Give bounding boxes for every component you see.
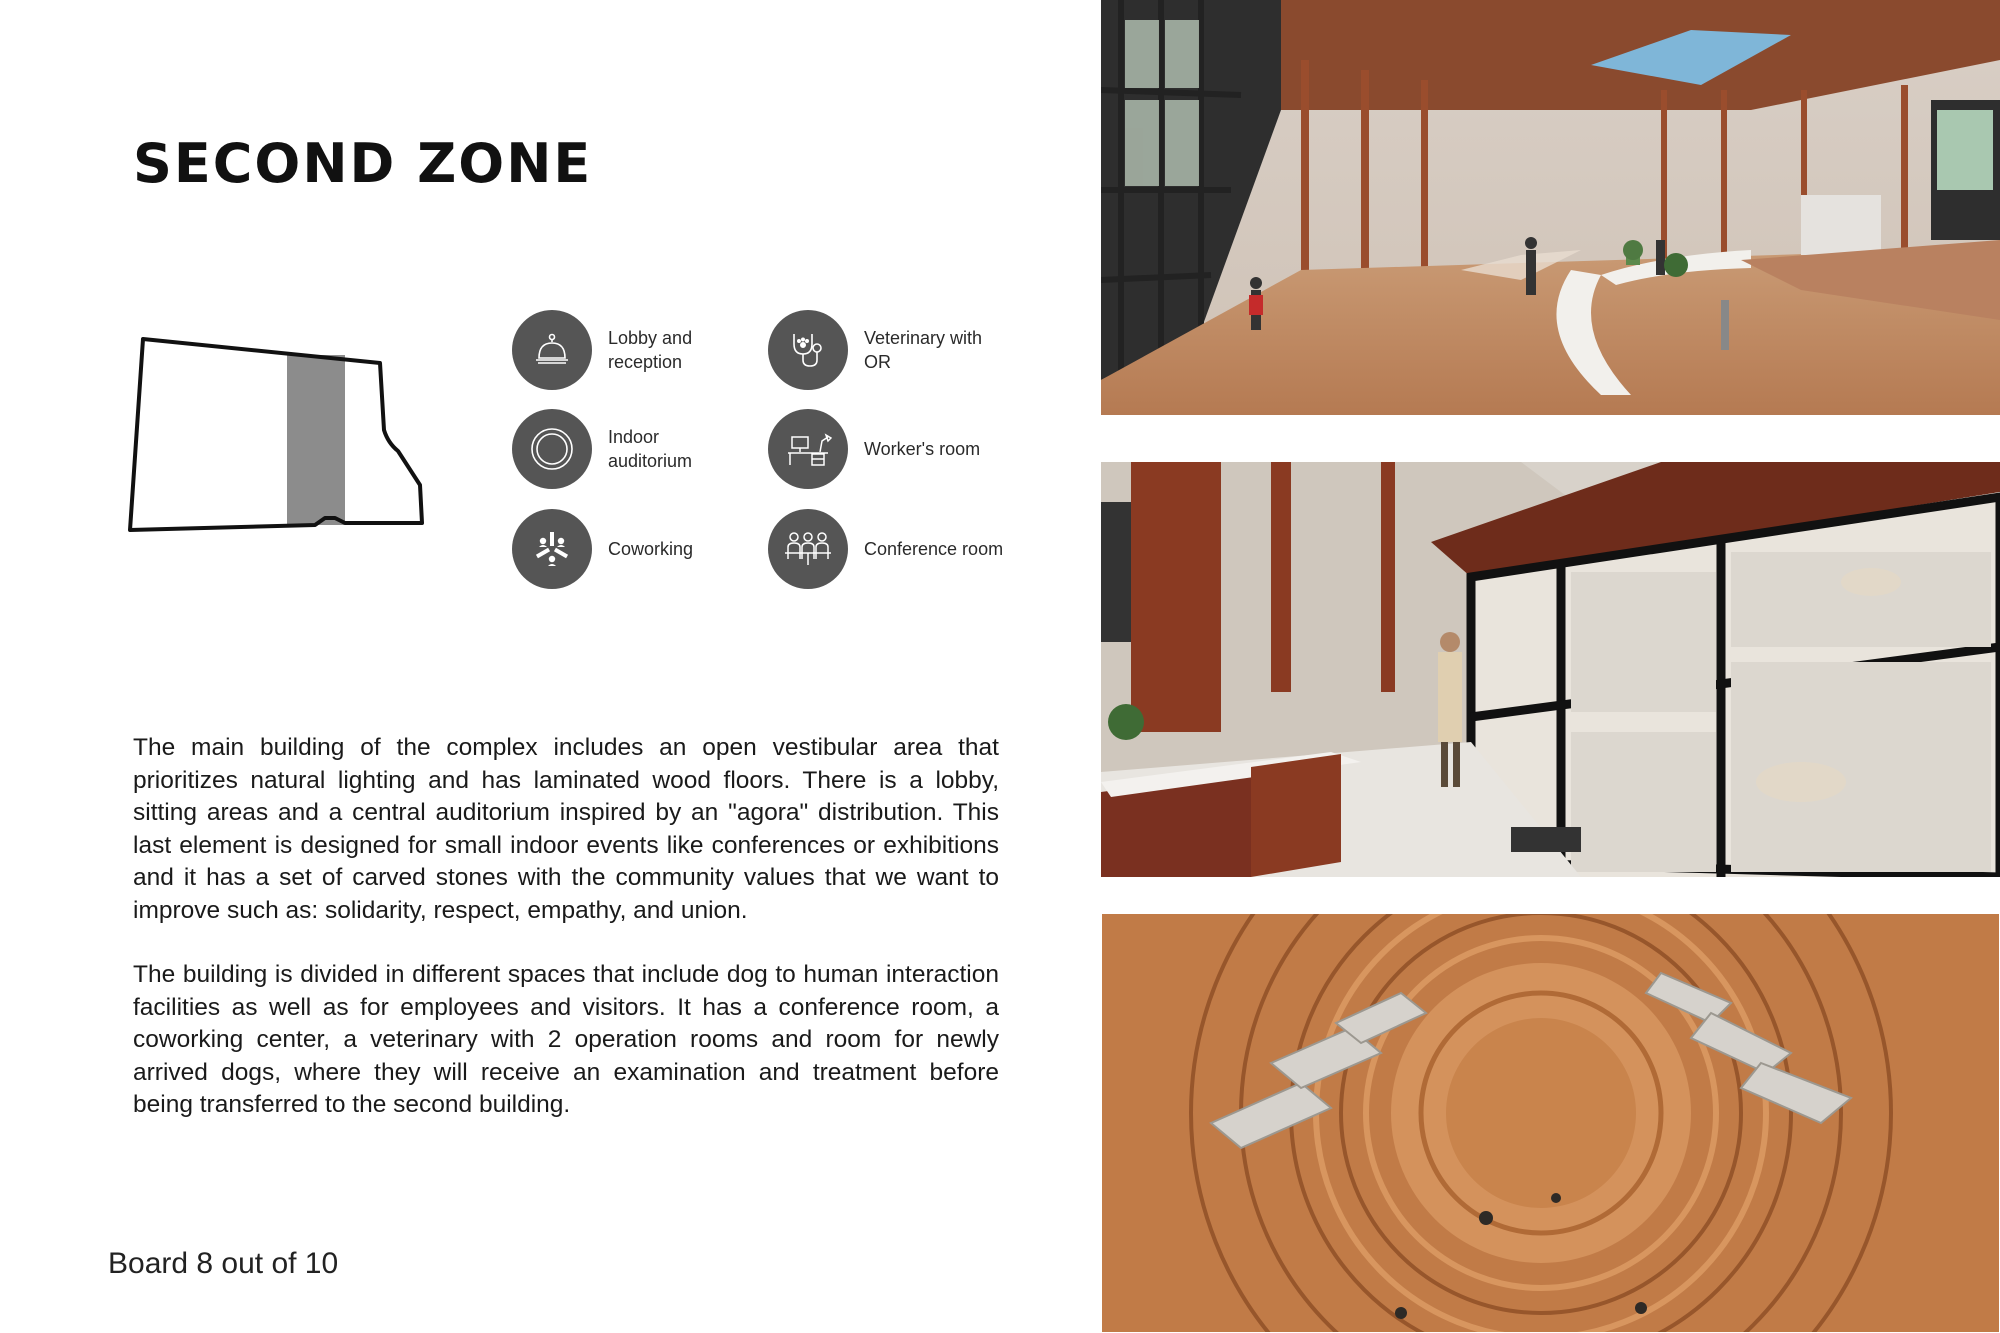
legend-label: Indoor auditorium [608, 427, 693, 471]
conference-people-icon [768, 509, 848, 589]
service-bell-icon [512, 310, 592, 390]
legend-item-auditorium [512, 409, 762, 489]
board-counter: Board 8 out of 10 [108, 1247, 339, 1280]
highlighted-zone [287, 355, 345, 525]
legend-label: Veterinary with OR [864, 328, 983, 372]
zone-legend [512, 310, 1032, 600]
legend-label: Lobby and reception [608, 328, 693, 372]
description-text [133, 732, 999, 1122]
legend-item-coworking [512, 509, 762, 589]
legend-label: Conference room [864, 539, 1004, 559]
legend-label: Worker's room [864, 439, 981, 459]
lobby-render-image [1101, 0, 2000, 415]
legend-item-veterinary [768, 310, 1018, 390]
auditorium-render-image [1101, 913, 2000, 1333]
veterinary-stethoscope-icon [768, 310, 848, 390]
page-title: SECOND ZONE [133, 132, 593, 195]
zone-plan-diagram [120, 325, 440, 540]
legend-label: Coworking [608, 539, 694, 559]
site-outline [130, 339, 422, 530]
kennel-render-image [1101, 462, 2000, 877]
paragraph-2: The building is divided in different spaces that include dog to human interaction facilities as well as for employees and visitors. It has a conference room, a coworking center, a veterinary with 2 operation rooms and room for newly arrived dogs, where they will receive an examination and treatment before being transferred to the second building. [133, 961, 999, 1118]
paragraph-1: The main building of the complex includes an open vestibular area that prioritizes natural lighting and has laminated wood floors. There is a lobby, sitting areas and a central auditorium inspired by an "agora" distribution. This last element is designed for small indoor events like conferences or exhibitions and it has a set of carved stones with the community values that we want to improve such as: solidarity, respect, empathy, and union. [133, 734, 999, 924]
auditorium-circle-icon [512, 409, 592, 489]
coworking-icon [512, 509, 592, 589]
legend-item-conference [768, 509, 1018, 589]
workers-desk-icon [768, 409, 848, 489]
legend-item-lobby [512, 310, 762, 390]
legend-item-workers [768, 409, 1018, 489]
